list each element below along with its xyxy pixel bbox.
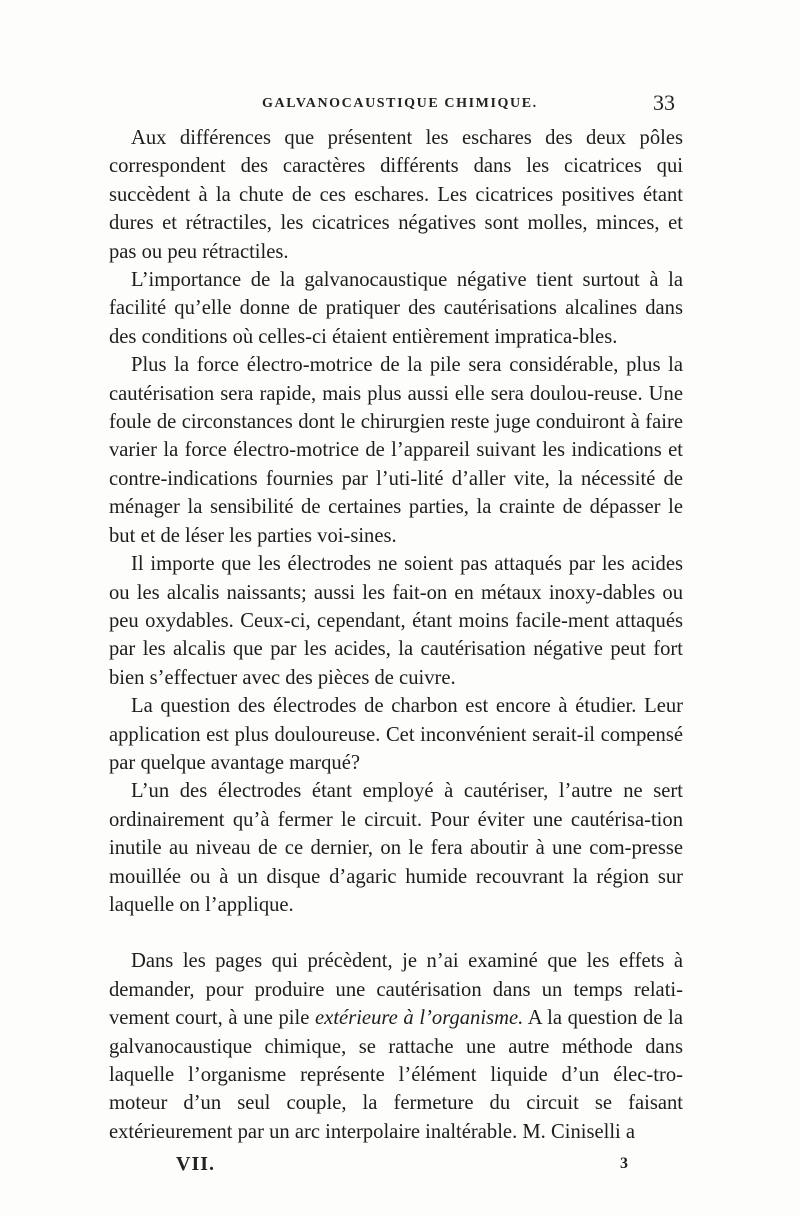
paragraph-text: Dans les pages qui précèdent, je n’ai examiné que les effets à demander, pour produire une cautérisation dans un temps relati-vement court, à une pile <box>109 950 683 1030</box>
paragraph: L’un des électrodes étant employé à cautériser, l’autre ne sert ordinairement qu’à fermer le circuit. Pour éviter une cautérisa-tion inutile au niveau de ce dernier, on le fera aboutir à une com-presse mouillée ou à un disque d’agaric humide recouvrant la région sur laquelle on l’applique. <box>109 780 683 916</box>
page-number: 33 <box>653 90 675 115</box>
running-head <box>0 90 800 120</box>
paragraph: L’importance de la galvanocaustique négative tient surtout à la facilité qu’elle donne de pratiquer des cautérisations alcalines dans des conditions où celles-ci étaient entièrement impratica-bles. <box>109 269 683 348</box>
section-paragraph <box>109 947 683 1146</box>
body-text <box>109 124 683 1146</box>
paragraph: La question des électrodes de charbon est encore à étudier. Leur application est plus douloureuse. Cet inconvénient serait-il compensé par quelque avantage marqué? <box>109 695 683 774</box>
running-title: GALVANOCAUSTIQUE CHIMIQUE. <box>262 96 538 111</box>
gathering-number: 3 <box>620 1155 628 1172</box>
italic-phrase: extérieure à l’organisme. <box>315 1007 524 1030</box>
paragraph-text: A la question de la galvanocaustique chimique, se rattache une autre méthode dans laquelle l’organisme représente l’élément liquide d’un élec-tro-moteur d’un seul couple, la fermeture du circuit se faisant extérieurement par un arc interpolaire inaltérable. M. Ciniselli a <box>109 1007 683 1143</box>
signature-mark: VII. <box>176 1153 216 1175</box>
paragraph: Plus la force électro-motrice de la pile sera considérable, plus la cautérisation sera rapide, mais plus aussi elle sera doulou-reuse. Une foule de circonstances dont le chirurgien reste juge conduiront à faire varier la force électro-motrice de l’appareil suivant les indications et contre-indications fournies par l’uti-lité d’aller vite, la nécessité de ménager la sensibilité de certaines parties, la crainte de dépasser le but et de léser les parties voi-sines. <box>109 354 683 547</box>
page-footer <box>0 1153 800 1183</box>
paragraph: Aux différences que présentent les eschares des deux pôles correspondent des caractères différents dans les cicatrices qui succèdent à la chute de ces eschares. Les cicatrices positives étant dures et rétractiles, les cicatrices négatives sont molles, minces, et pas ou peu rétractiles. <box>109 127 683 263</box>
paragraph: Il importe que les électrodes ne soient pas attaqués par les acides ou les alcalis naissants; aussi les fait-on en métaux inoxy-dables ou peu oxydables. Ceux-ci, cependant, étant moins facile-ment attaqués par les alcalis que par les acides, la cautérisation négative peut fort bien s’effectuer avec des pièces de cuivre. <box>109 553 683 689</box>
